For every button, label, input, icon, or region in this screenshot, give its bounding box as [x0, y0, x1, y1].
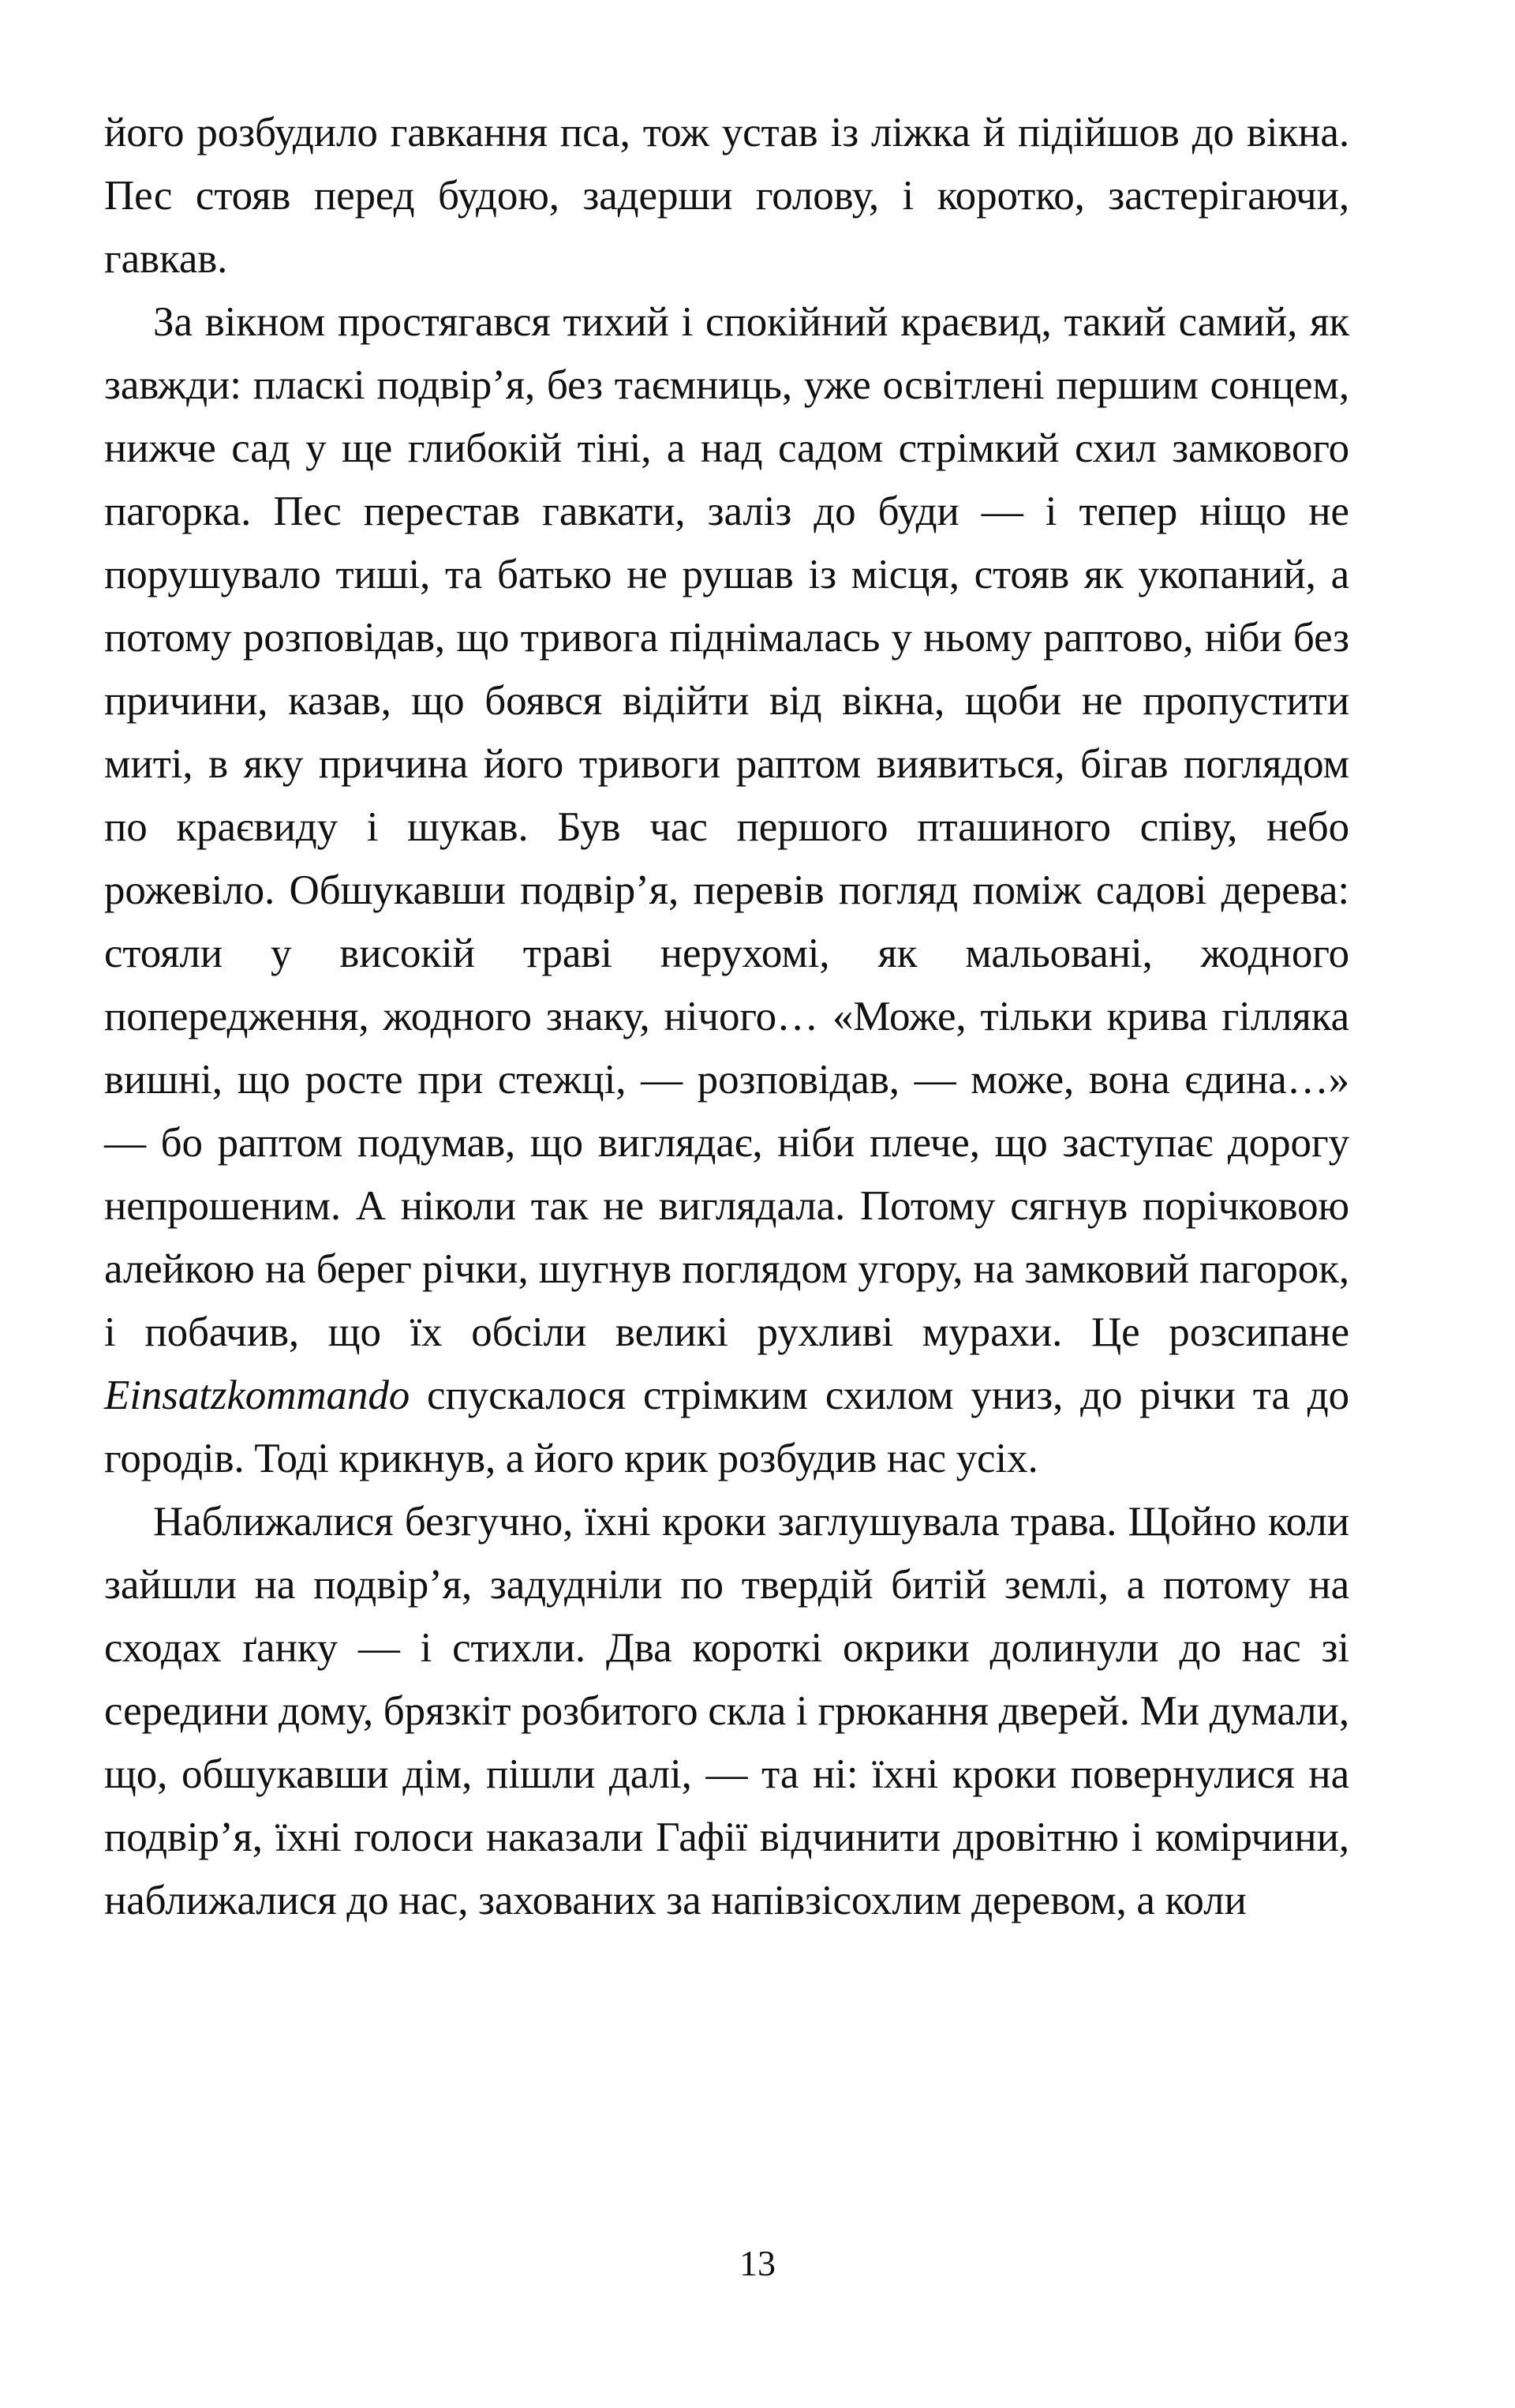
page-text-block	[104, 101, 1349, 1932]
paragraph-continued: його розбудило гавкання пса, тож устав із ліжка й підійшов до вікна. Пес стояв перед будою, задерши голову, і коротко, застерігаючи, гавкав.	[104, 110, 1349, 282]
paragraph-text-before-italic: За вікном простягався тихий і спокійний краєвид, такий самий, як завжди: пласкі подвір’я, без таємниць, уже освітлені першим сонцем, нижче сад у ще глибокій тіні, а над садом стрімкий схил замкового пагорка. Пес перестав гавкати, заліз до буди — і тепер ніщо не порушувало тиші, та батько не рушав із місця, стояв як укопаний, а потому розповідав, що тривога піднімалась у ньому раптово, ніби без причини, казав, що боявся відійти від вікна, щоби не пропустити миті, в яку причина його тривоги раптом виявиться, бігав поглядом по краєвиду і шукав. Був час першого пташиного співу, небо рожевіло. Обшукавши подвір’я, перевів погляд поміж садові дерева: стояли у високій траві нерухомі, як мальовані, жодного попередження, жодного знаку, нічого… «Може, тільки крива гілляка вишні, що росте при стежці, — розповідав, — може, вона єдина…» — бо раптом подумав, що виглядає, ніби плече, що заступає дорогу непрошеним. А ніколи так не виглядала. Потому сягнув порічковою алейкою на берег річки, шугнув поглядом угору, на замковий пагорок, і побачив, що їх обсіли великі рухливі мурахи. Це розсипане	[104, 299, 1349, 1355]
italic-term-einsatzkommando: Einsatzkommando	[104, 1373, 410, 1418]
paragraph-approach: Наближалися безгучно, їхні кроки заглушувала трава. Щойно коли зайшли на подвір’я, задудніли по твердій битій землі, а потому на сходах ґанку — і стихли. Два короткі окрики долинули до нас зі середини дому, брязкіт розбитого скла і грюкання дверей. Ми думали, що, обшукавши дім, пішли далі, — та ні: їхні кроки повернулися на подвір’я, їхні голоси наказали Гафії відчинити дровітню і комірчини, наближалися до нас, захованих за напівзісохлим деревом, а коли	[104, 1499, 1349, 1923]
paragraph-window-landscape	[104, 290, 1349, 1490]
page-number: 13	[739, 2243, 776, 2283]
paragraph-text-after-italic: спускалося стрімким схилом униз, до річки та до городів. Тоді крикнув, а його крик розбудив нас усіх.	[104, 1373, 1349, 1481]
